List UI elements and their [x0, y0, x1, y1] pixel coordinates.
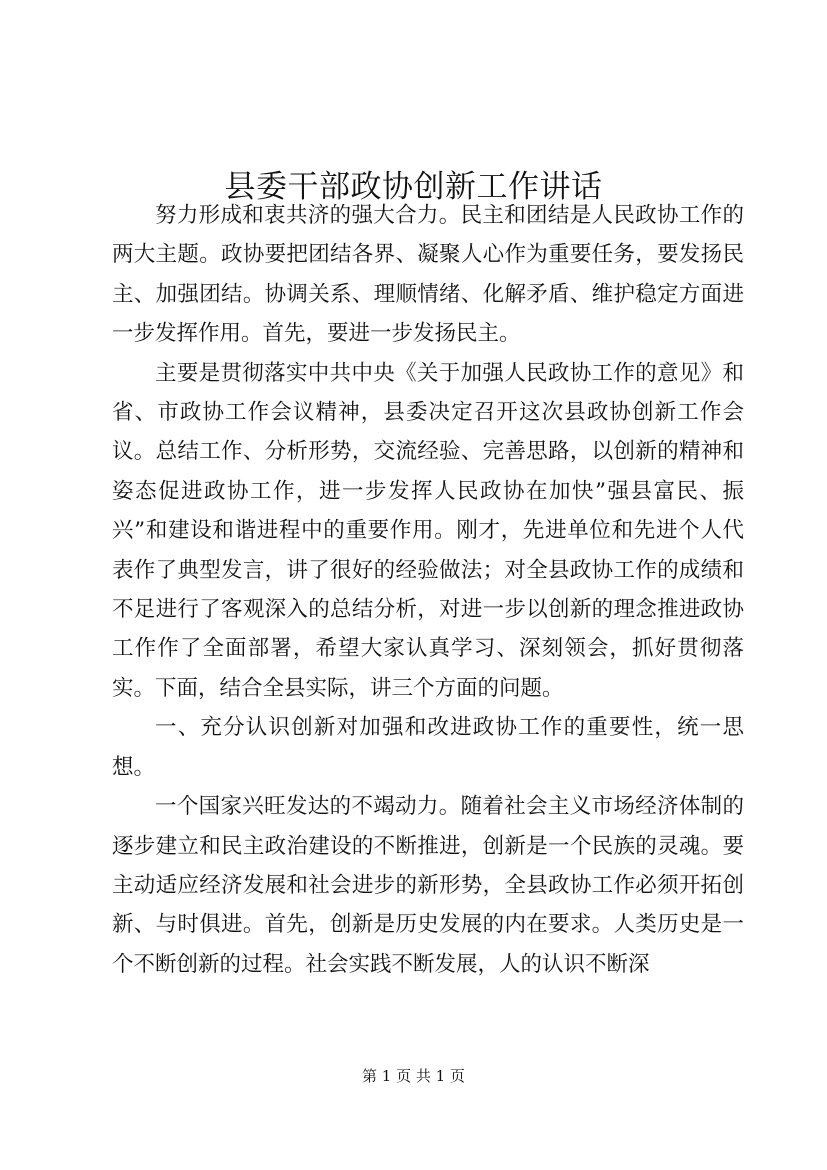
paragraph-1: 努力形成和衷共济的强大合力。民主和团结是人民政协工作的两大主题。政协要把团结各界、凝聚人心作为重要任务，要发扬民主、加强团结。协调关系、理顺情绪、化解矛盾、维护稳定方面进一步发挥作用。首先，要进一步发扬民主。: [112, 203, 744, 347]
paragraph-2: 主要是贯彻落实中共中央《关于加强人民政协工作的意见》和省、市政协工作会议精神，县委决定召开这次县政协创新工作会议。总结工作、分析形势，交流经验、完善思路，以创新的精神和姿态促进政协工作，进一步发挥人民政协在加快”强县富民、振兴”和建设和谐进程中的重要作用。刚才，先进单位和先进个人代表作了典型发言，讲了很好的经验做法；对全县政协工作的成绩和不足进行了客观深入的总结分析，对进一步以创新的理念推进政协工作作了全面部署，希望大家认真学习、深刻领会，抓好贯彻落实。下面，结合全县实际，讲三个方面的问题。: [112, 360, 744, 701]
document-title: 县委干部政协创新工作讲话: [224, 168, 603, 205]
paragraph-4: 一个国家兴旺发达的不竭动力。随着社会主义市场经济体制的逐步建立和民主政治建设的不断推进，创新是一个民族的灵魂。要主动适应经济发展和社会进步的新形势，全县政协工作必须开拓创新、与时俱进。首先，创新是历史发展的内在要求。人类历史是一个不断创新的过程。社会实践不断发展，人的认识不断深: [112, 794, 744, 977]
paragraph-3-heading: 一、充分认识创新对加强和改进政协工作的重要性，统一思想。: [112, 715, 744, 780]
page-footer: 第 1 页 共 1 页: [362, 1067, 465, 1085]
document-body: [112, 196, 744, 984]
